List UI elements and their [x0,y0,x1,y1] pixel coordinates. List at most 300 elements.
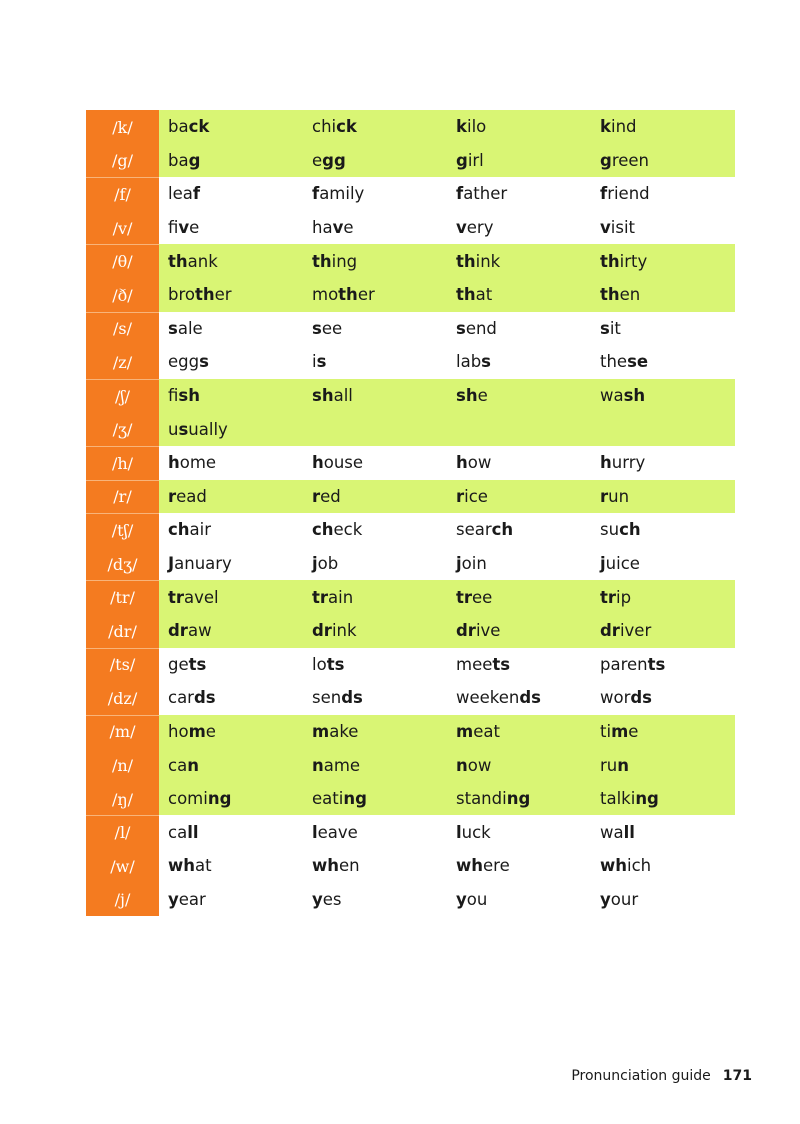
highlighted-letters: ll [623,822,635,842]
example-word [591,480,735,514]
example-word [591,446,735,480]
highlighted-letters: dr [312,621,332,641]
example-words [159,547,735,581]
example-word [591,681,735,715]
page-footer [571,1068,752,1084]
highlighted-letters: th [312,251,332,271]
example-word [159,144,303,178]
highlighted-letters: wh [600,856,627,876]
word-part: bro [168,285,195,305]
highlighted-letters: n [456,755,468,775]
highlighted-letters: r [600,486,609,506]
example-words [159,614,735,648]
word-part: end [465,318,497,338]
sound-row [86,681,735,715]
highlighted-letters: s [199,352,209,372]
example-word [447,480,591,514]
pronunciation-table [86,110,735,916]
word-part: ow [467,755,492,775]
ipa-symbol: /f/ [86,177,159,211]
highlighted-letters: l [312,822,318,842]
highlighted-letters: h [600,453,612,473]
example-words [159,244,735,278]
example-word [591,648,735,682]
example-word [159,715,303,749]
word-part: en [339,856,360,876]
highlighted-letters: k [456,117,467,137]
word-part: ice [464,486,488,506]
example-word [159,244,303,278]
highlighted-letters: ll [187,822,199,842]
highlighted-letters: s [600,318,610,338]
word-part: ive [475,621,501,641]
word-part: wa [600,386,624,406]
ipa-symbol: /ð/ [86,278,159,312]
example-word [303,715,447,749]
word-part: ba [168,117,189,137]
highlighted-letters: y [168,889,179,909]
highlighted-letters: h [168,453,180,473]
example-word [591,513,735,547]
highlighted-letters: g [600,150,612,170]
word-part: su [600,520,620,540]
sound-group [86,480,735,514]
example-word [447,547,591,581]
example-word [159,412,303,446]
word-part: e [477,386,488,406]
example-word [447,883,591,917]
example-word [159,446,303,480]
example-word [303,144,447,178]
example-word [447,815,591,849]
word-part: avel [184,587,219,607]
word-part: mo [312,285,339,305]
example-word [159,547,303,581]
sound-row [86,815,735,849]
example-word [303,614,447,648]
example-word [447,513,591,547]
example-word [447,446,591,480]
word-part: oin [461,554,487,574]
word-part: it [609,318,621,338]
highlighted-letters: y [312,889,323,909]
highlighted-letters: ts [326,654,345,674]
ipa-symbol: /j/ [86,883,159,917]
word-part: e [343,218,354,238]
ipa-symbol: /k/ [86,110,159,144]
example-word [447,211,591,245]
example-word [303,312,447,346]
word-part: ca [168,822,188,842]
example-word [159,782,303,816]
word-part: reen [611,150,649,170]
example-word [159,312,303,346]
sound-row [86,244,735,278]
ipa-symbol: /ʃ/ [86,379,159,413]
highlighted-letters: s [456,318,466,338]
example-word [303,480,447,514]
highlighted-letters: f [600,184,608,204]
example-word [303,748,447,782]
word-part: eck [333,520,363,540]
word-part: the [600,352,628,372]
highlighted-letters: s [312,318,322,338]
highlighted-letters: ch [312,520,334,540]
example-word [303,412,447,446]
word-part: ame [323,755,361,775]
example-word [303,379,447,413]
word-part: er [357,285,375,305]
word-part: anuary [174,554,232,574]
highlighted-letters: y [456,889,467,909]
word-part: un [608,486,630,506]
example-word [303,446,447,480]
sound-group [86,815,735,916]
highlighted-letters: g [456,150,468,170]
ipa-symbol: /dʒ/ [86,547,159,581]
sound-row [86,782,735,816]
highlighted-letters: sh [456,386,478,406]
example-word [447,379,591,413]
example-word [591,849,735,883]
example-word [447,715,591,749]
word-part: er [214,285,232,305]
ipa-symbol: /g/ [86,144,159,178]
example-word [159,110,303,144]
word-part: mee [456,654,493,674]
sound-row [86,883,735,917]
sound-row [86,110,735,144]
ipa-symbol: /r/ [86,480,159,514]
highlighted-letters: y [600,889,611,909]
highlighted-letters: m [611,721,629,741]
example-word [159,648,303,682]
example-word [591,547,735,581]
word-part: ale [177,318,203,338]
highlighted-letters: l [456,822,462,842]
word-part: ouse [323,453,364,473]
example-word [591,748,735,782]
highlighted-letters: gg [322,150,346,170]
word-part: es [322,889,342,909]
example-word [303,648,447,682]
ipa-symbol: /v/ [86,211,159,245]
example-word [159,480,303,514]
sound-row [86,144,735,178]
word-part: iver [619,621,652,641]
example-word [447,748,591,782]
page-number: 171 [722,1068,752,1084]
example-word [303,681,447,715]
word-part: ere [483,856,510,876]
word-part: e [189,218,200,238]
highlighted-letters: f [192,184,201,204]
ipa-symbol: /ŋ/ [86,782,159,816]
word-part: our [610,889,639,909]
highlighted-letters: ck [188,117,210,137]
example-word [591,177,735,211]
word-part: aw [187,621,212,641]
word-part: ilo [466,117,487,137]
ipa-symbol: /h/ [86,446,159,480]
example-word [303,278,447,312]
sound-group [86,513,735,580]
highlighted-letters: r [456,486,465,506]
sound-row [86,614,735,648]
word-part: ather [463,184,508,204]
word-part: sen [312,688,342,708]
highlighted-letters: g [188,150,201,170]
example-word [591,144,735,178]
highlighted-letters: th [456,251,476,271]
example-word [447,312,591,346]
highlighted-letters: ds [193,688,216,708]
highlighted-letters: h [312,453,324,473]
example-word [159,278,303,312]
word-part: ho [168,721,189,741]
sound-group [86,715,735,816]
sound-row [86,379,735,413]
example-word [159,883,303,917]
example-words [159,211,735,245]
example-word [303,782,447,816]
ipa-symbol: /dz/ [86,681,159,715]
example-word [447,177,591,211]
sound-row [86,412,735,446]
word-part: sear [456,520,492,540]
highlighted-letters: dr [600,621,620,641]
example-words [159,144,735,178]
highlighted-letters: sh [312,386,334,406]
example-word [303,849,447,883]
example-word [303,883,447,917]
example-word [591,211,735,245]
sound-row [86,278,735,312]
highlighted-letters: n [312,755,324,775]
word-part: chi [312,117,337,137]
word-part: lo [312,654,327,674]
example-word [591,782,735,816]
example-word [159,580,303,614]
highlighted-letters: tr [168,587,185,607]
example-words [159,412,735,446]
example-words [159,815,735,849]
highlighted-letters: m [188,721,206,741]
highlighted-letters: th [195,285,215,305]
highlighted-letters: ch [168,520,190,540]
word-part: comi [168,789,208,809]
word-part: riend [607,184,650,204]
highlighted-letters: se [627,352,649,372]
highlighted-letters: f [456,184,464,204]
example-word [159,681,303,715]
highlighted-letters: ng [207,789,232,809]
word-part: ake [329,721,359,741]
word-part: en [619,285,641,305]
sound-row [86,211,735,245]
word-part: at [195,856,212,876]
highlighted-letters: tr [312,587,329,607]
word-part: ip [616,587,632,607]
sound-row [86,345,735,379]
sound-row [86,849,735,883]
example-word [303,513,447,547]
example-words [159,648,735,682]
example-word [303,815,447,849]
word-part: e [205,721,216,741]
word-part: ba [168,150,189,170]
word-part: ead [176,486,207,506]
example-word [447,681,591,715]
word-part: fi [168,386,179,406]
word-part: ing [331,251,358,271]
example-word [591,345,735,379]
example-words [159,480,735,514]
example-word [591,580,735,614]
highlighted-letters: th [338,285,358,305]
highlighted-letters: r [312,486,321,506]
example-word [447,648,591,682]
word-part: ome [179,453,217,473]
example-words [159,110,735,144]
word-part: eati [312,789,344,809]
example-word [447,412,591,446]
word-part: e [312,150,323,170]
word-part: standi [456,789,507,809]
highlighted-letters: f [312,184,320,204]
example-words [159,312,735,346]
example-word [447,244,591,278]
highlighted-letters: ng [506,789,531,809]
highlighted-letters: dr [456,621,476,641]
highlighted-letters: m [312,721,330,741]
example-word [591,412,735,446]
example-words [159,849,735,883]
example-word [303,580,447,614]
example-word [447,144,591,178]
example-word [591,110,735,144]
highlighted-letters: s [316,352,327,372]
sound-row [86,312,735,346]
sound-row [86,446,735,480]
highlighted-letters: sh [178,386,200,406]
word-part: ink [331,621,357,641]
highlighted-letters: n [617,755,629,775]
word-part: amily [319,184,365,204]
example-word [591,278,735,312]
highlighted-letters: wh [312,856,339,876]
footer-section-title: Pronunciation guide [571,1068,711,1084]
sound-row [86,580,735,614]
word-part: ee [321,318,343,338]
example-word [591,244,735,278]
sound-group [86,110,735,177]
word-part: ee [472,587,493,607]
word-part: uck [461,822,491,842]
example-words [159,345,735,379]
sound-row [86,513,735,547]
sound-group [86,177,735,244]
example-word [447,278,591,312]
word-part: ain [328,587,354,607]
word-part: irl [467,150,484,170]
example-words [159,379,735,413]
example-word [447,614,591,648]
word-part: eat [473,721,500,741]
word-part: ha [312,218,333,238]
highlighted-letters: th [168,251,188,271]
word-part: ru [600,755,618,775]
highlighted-letters: v [456,218,467,238]
highlighted-letters: j [600,554,606,574]
highlighted-letters: wh [168,856,195,876]
highlighted-letters: dr [168,621,188,641]
highlighted-letters: r [168,486,177,506]
example-words [159,681,735,715]
ipa-symbol: /n/ [86,748,159,782]
word-part: ca [168,755,188,775]
highlighted-letters: ds [630,688,653,708]
sound-row [86,715,735,749]
sound-row [86,547,735,581]
word-part: e [628,721,639,741]
word-part: all [333,386,353,406]
example-word [303,177,447,211]
example-words [159,278,735,312]
highlighted-letters: s [178,419,189,439]
highlighted-letters: s [168,318,178,338]
word-part: wa [600,822,624,842]
word-part: ed [320,486,341,506]
word-part: ge [168,654,189,674]
word-part: i [312,352,317,372]
word-part: uice [605,554,640,574]
highlighted-letters: ch [491,520,514,540]
word-part: egg [168,352,200,372]
example-word [447,110,591,144]
ipa-symbol: /ts/ [86,648,159,682]
highlighted-letters: ng [635,789,659,809]
example-word [447,580,591,614]
highlighted-letters: wh [456,856,483,876]
highlighted-letters: h [456,453,468,473]
ipa-symbol: /tʃ/ [86,513,159,547]
word-part: paren [600,654,648,674]
example-word [591,883,735,917]
example-words [159,748,735,782]
ipa-symbol: /z/ [86,345,159,379]
example-word [447,849,591,883]
word-part: ank [187,251,218,271]
highlighted-letters: J [168,554,175,574]
sound-group [86,446,735,480]
highlighted-letters: v [178,218,190,238]
word-part: lea [168,184,193,204]
example-word [303,211,447,245]
highlighted-letters: th [600,251,620,271]
example-word [591,815,735,849]
highlighted-letters: s [481,352,491,372]
word-part: car [168,688,194,708]
word-part: ich [627,856,652,876]
ipa-symbol: /ʒ/ [86,412,159,446]
highlighted-letters: th [456,285,476,305]
highlighted-letters: j [312,554,318,574]
highlighted-letters: j [456,554,462,574]
sound-row [86,648,735,682]
highlighted-letters: ch [619,520,641,540]
word-part: ind [610,117,637,137]
